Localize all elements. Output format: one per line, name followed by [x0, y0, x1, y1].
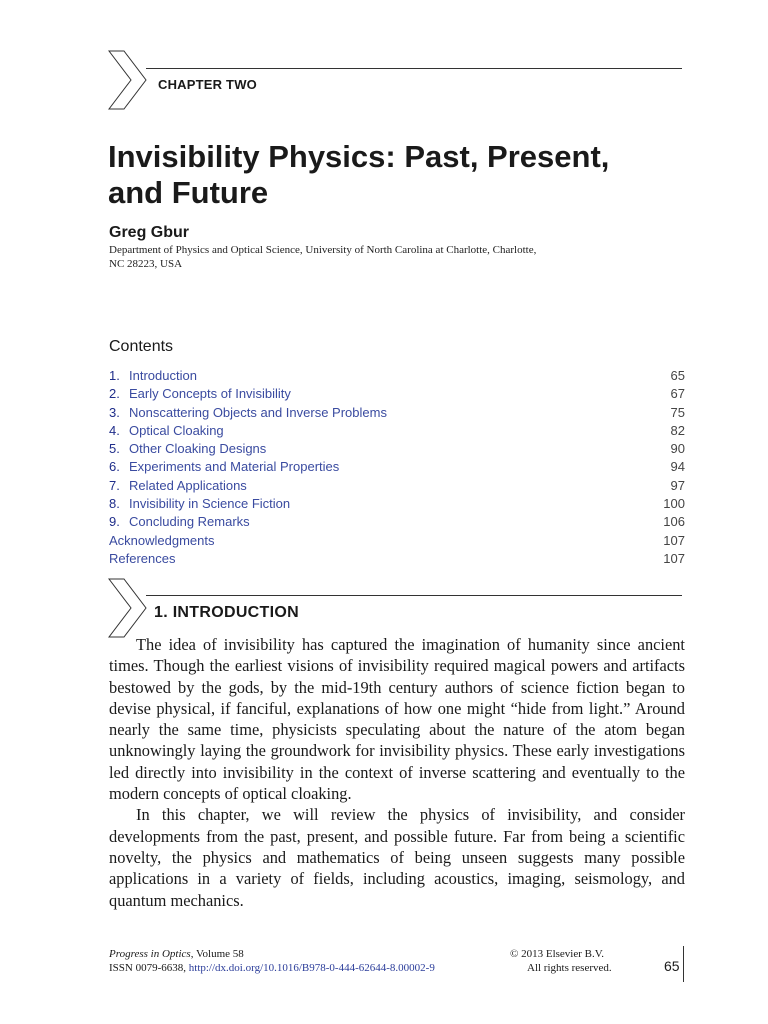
footer-issn: [109, 962, 435, 974]
toc-link[interactable]: Introduction: [129, 368, 197, 383]
page-number: 65: [664, 958, 680, 974]
toc-page: 106: [663, 514, 685, 530]
toc-link[interactable]: Optical Cloaking: [129, 422, 224, 438]
toc-item[interactable]: [109, 385, 685, 403]
author-name: Greg Gbur: [109, 224, 190, 241]
toc-item[interactable]: [109, 422, 685, 440]
journal-name: Progress in Optics: [109, 948, 191, 960]
chapter-rule: [146, 68, 682, 69]
footer-rights: All rights reserved.: [527, 962, 612, 974]
toc-link[interactable]: Nonscattering Objects and Inverse Problems: [129, 404, 387, 420]
toc-page: 100: [663, 496, 685, 512]
table-of-contents: [109, 367, 685, 568]
toc-page: 97: [670, 477, 685, 493]
toc-page: 65: [670, 368, 685, 383]
title-line-1: Invisibility Physics: Past, Present,: [108, 139, 610, 174]
toc-page: 75: [670, 404, 685, 420]
author-affiliation: [109, 243, 649, 271]
toc-item[interactable]: [109, 477, 685, 495]
toc-item[interactable]: [109, 367, 685, 385]
section-chevron-icon: [108, 578, 148, 638]
toc-item[interactable]: [109, 458, 685, 476]
toc-number: 1.: [109, 368, 120, 383]
chapter-label: CHAPTER TWO: [158, 77, 257, 92]
toc-link[interactable]: Early Concepts of Invisibility: [129, 386, 291, 402]
toc-number: 3.: [109, 404, 120, 420]
toc-number: 4.: [109, 422, 120, 438]
toc-number: 9.: [109, 514, 120, 530]
toc-number: 2.: [109, 386, 120, 402]
toc-item[interactable]: [109, 532, 685, 550]
affiliation-line-1: Department of Physics and Optical Science, University of North Carolina at Charlotte, Charlotte,: [109, 244, 537, 256]
chapter-title: [108, 139, 708, 211]
body-text: [109, 634, 685, 911]
toc-item[interactable]: [109, 440, 685, 458]
paragraph: In this chapter, we will review the physics of invisibility, and consider developments from the past, present, and possible future. Far from being a scientific novelty, the physics and mathematics of being unseen suggests many possible applications in a variety of fields, including acoustics, imaging, seismology, and quantum mechanics.: [109, 805, 685, 910]
toc-page: 94: [670, 459, 685, 475]
toc-link-acknowledgments[interactable]: Acknowledgments: [109, 532, 215, 548]
section-rule: [146, 595, 682, 596]
toc-link[interactable]: Concluding Remarks: [129, 514, 250, 530]
toc-link-references[interactable]: References: [109, 550, 176, 566]
toc-page: 107: [663, 532, 685, 548]
toc-link[interactable]: Experiments and Material Properties: [129, 459, 340, 475]
toc-number: 6.: [109, 459, 120, 475]
title-line-2: and Future: [108, 175, 269, 210]
toc-page: 67: [670, 386, 685, 402]
contents-heading: Contents: [109, 338, 174, 355]
toc-link[interactable]: Other Cloaking Designs: [129, 441, 267, 457]
toc-page: 90: [670, 441, 685, 457]
toc-page: 107: [663, 550, 685, 566]
affiliation-line-2: NC 28223, USA: [109, 258, 183, 270]
toc-page: 82: [670, 422, 685, 438]
toc-number: 5.: [109, 441, 120, 457]
toc-link[interactable]: Invisibility in Science Fiction: [129, 496, 291, 512]
doi-link[interactable]: http://dx.doi.org/10.1016/B978-0-444-62644-8.00002-9: [188, 962, 435, 974]
toc-item[interactable]: [109, 404, 685, 422]
issn: ISSN 0079-6638,: [109, 962, 189, 974]
toc-item[interactable]: [109, 550, 685, 568]
footer-copyright: © 2013 Elsevier B.V.: [510, 948, 605, 960]
chapter-chevron-icon: [108, 50, 148, 110]
toc-item[interactable]: [109, 513, 685, 531]
journal-volume: , Volume 58: [190, 948, 244, 960]
toc-number: 8.: [109, 496, 120, 512]
paragraph: The idea of invisibility has captured the imagination of humanity since ancient times. Though the earliest visions of invisibility required magical powers and artifacts bestowed by the gods, by the mid-19th century authors of science fiction began to devise physical, if fanciful, explanations of how one might “hide from light.” Around nearly the same time, physicists speculating about the nature of the atom began unknowingly laying the groundwork for invisibility physics. These early investigations led directly into invisibility in the context of inverse scattering and eventually to the modern concepts of optical cloaking.: [109, 635, 685, 804]
toc-link[interactable]: Related Applications: [129, 477, 247, 493]
footer-journal: [109, 948, 244, 960]
section-heading: 1. INTRODUCTION: [154, 604, 299, 621]
toc-number: 7.: [109, 477, 120, 493]
page-number-rule: [683, 946, 684, 982]
toc-item[interactable]: [109, 495, 685, 513]
